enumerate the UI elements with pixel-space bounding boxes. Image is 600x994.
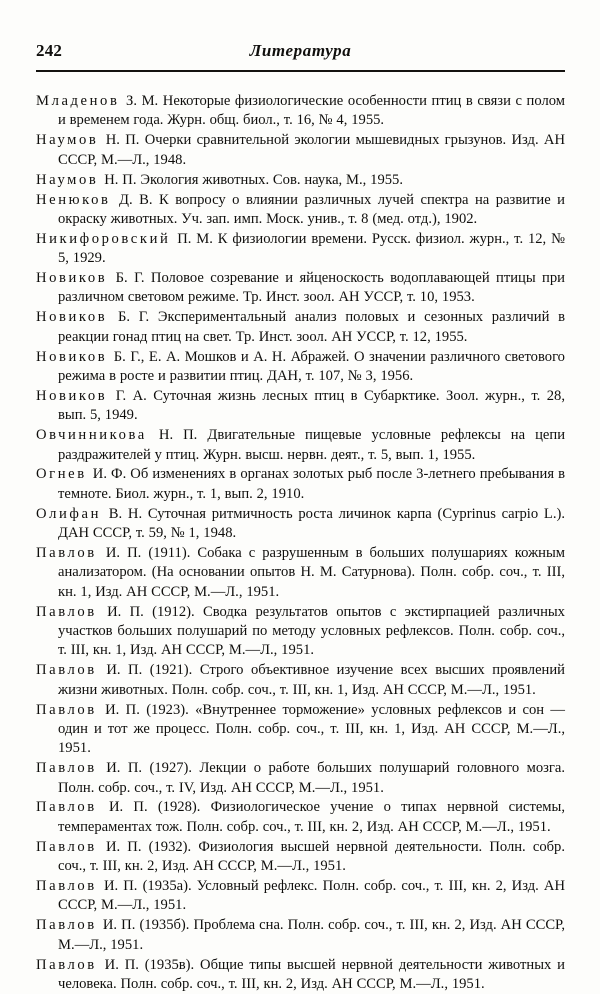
entry-citation: Б. Г., Е. А. Мошков и А. Н. Абражей. О значении различного светового режима в росте и развитии птиц. ДАН, т. 107, № 3, 1956. [58,348,565,384]
entry-citation: Б. Г. Экспериментальный анализ половых и сезонных различий в реакции гонад птиц на свет. Тр. Инст. зоол. АН УССР, т. 12, 1955. [58,309,565,345]
entry-citation: И. Ф. Об изменениях в органах золотых рыб после 3-летнего пребывания в темноте. Биол. журн., т. 1, вып. 2, 1910. [58,466,565,502]
entry-surname: Ненюков [36,191,111,208]
entry-citation: И. П. (1923). «Внутреннее торможение» условных рефлексов и сон — один и тот же процесс. Полн. собр. соч., т. III, кн. 1, Изд. АН СССР, М.—Л., 1951. [58,701,565,757]
entry-surname: Павлов [36,917,97,934]
entry-surname: Наумов [36,132,99,149]
entry-surname: Павлов [36,545,97,562]
bibliography-entry [36,348,565,387]
entry-surname: Павлов [36,662,97,679]
entry-citation: З. М. Некоторые физиологические особенности птиц в связи с полом и временем года. Журн. общ. биол., т. 16, № 4, 1955. [58,93,565,129]
entry-citation: И. П. (1932). Физиология высшей нервной деятельности. Полн. собр. соч., т. III, кн. 2, Изд. АН СССР, М.—Л., 1951. [58,838,565,875]
entry-surname: Никифоровский [36,230,171,247]
entry-citation: Д. В. К вопросу о влиянии различных лучей спектра на развитие и окраску животных. Уч. зап. имп. Моск. унив., т. 8 (мед. отд.), 1902. [58,191,565,227]
entry-citation: Н. П. Двигательные пищевые условные рефлексы на цепи раздражителей у птиц. Журн. высш. нервн. деят., т. 5, вып. 1, 1955. [58,427,566,463]
bibliography-entry [36,465,565,504]
bibliography-entry [36,505,565,544]
entry-surname: Павлов [36,701,97,718]
entry-citation: И. П. (1927). Лекции о работе больших полушарий головного мозга. Полн. собр. соч., т. IV, Изд. АН СССР, М.—Л., 1951. [58,760,565,796]
bibliography-entry [36,877,565,916]
entry-citation: И. П. (1921). Строго объективное изучение всех высших проявлений жизни животных. Полн. собр. соч., т. III, кн. 1, Изд. АН СССР, М.—Л., 1951. [58,662,565,698]
entry-surname: Павлов [36,799,97,816]
bibliography-entry [36,916,565,955]
bibliography-entry [36,191,565,230]
entry-surname: Наумов [36,171,99,188]
entry-surname: Новиков [36,309,108,326]
entry-surname: Павлов [36,956,97,973]
entry-surname: Новиков [36,348,108,365]
entry-citation: В. Н. Суточная ритмичность роста личинок карпа (Cyprinus carpio L.). ДАН СССР, т. 59, № 1, 1948. [58,505,565,542]
entry-citation: Н. П. Экология животных. Сов. наука, М., 1955. [104,171,403,188]
page-title: Литература [249,41,352,60]
entry-surname: Олифан [36,505,101,522]
entry-citation: И. П. (1912). Сводка результатов опытов с экстирпацией различных участков больших полушарий по методу условных рефлексов. Полн. собр. соч., т. III, кн. 1, Изд. АН СССР, М.—Л., 1951. [58,603,565,659]
bibliography-list [36,92,565,994]
bibliography-entry [36,131,565,170]
bibliography-entry [36,544,565,602]
entry-surname: Овчинникова [36,427,147,444]
bibliography-entry [36,956,565,994]
page-number: 242 [36,41,63,60]
entry-citation: И. П. (1928). Физиологическое учение о типах нервной системы, темпераментах тож. Полн. собр. соч., т. III, кн. 2, Изд. АН СССР, М.—Л., 1951. [58,799,565,835]
header-rule [36,70,565,72]
entry-citation: И. П. (1935б). Проблема сна. Полн. собр. соч., т. III, кн. 2, Изд. АН СССР, М.—Л., 1951. [58,917,565,953]
bibliography-entry [36,759,565,798]
running-head [36,40,565,66]
entry-surname: Павлов [36,878,97,895]
entry-citation: П. М. К физиологии времени. Русск. физиол. журн., т. 12, № 5, 1929. [58,230,565,267]
bibliography-entry [36,426,565,465]
entry-surname: Огнев [36,466,87,483]
bibliography-entry [36,308,565,347]
entry-citation: И. П. (1911). Собака с разрушенным в больших полушариях кожным анализатором. (На основании опытов Н. М. Сатурнова). Полн. собр. соч., т. III, кн. 1, Изд. АН СССР, М.—Л., 1951. [58,545,566,600]
bibliography-entry [36,798,565,837]
entry-citation: И. П. (1935а). Условный рефлекс. Полн. собр. соч., т. III, кн. 2, Изд. АН СССР, М.—Л., 1951. [58,878,566,914]
bibliography-entry [36,603,565,661]
bibliography-entry [36,387,565,426]
entry-citation: Б. Г. Половое созревание и яйценоскость водоплавающей птицы при различном световом режиме. Тр. Инст. зоол. АН УССР, т. 10, 1953. [58,270,565,306]
bibliography-entry [36,701,565,759]
entry-citation: Г. А. Суточная жизнь лесных птиц в Субарктике. Зоол. журн., т. 28, вып. 5, 1949. [58,387,565,424]
bibliography-entry [36,838,565,877]
bibliography-entry [36,230,565,269]
entry-surname: Павлов [36,838,97,855]
entry-surname: Павлов [36,603,97,620]
entry-citation: И. П. (1935в). Общие типы высшей нервной деятельности животных и человека. Полн. собр. соч., т. III, кн. 2, Изд. АН СССР, М.—Л., 1951. [58,956,565,992]
bibliography-entry [36,171,565,190]
entry-surname: Новиков [36,270,108,287]
entry-surname: Павлов [36,760,97,777]
bibliography-entry [36,92,565,131]
bibliography-entry [36,661,565,700]
entry-citation: Н. П. Очерки сравнительной экологии мышевидных грызунов. Изд. АН СССР, М.—Л., 1948. [58,132,565,168]
entry-surname: Младенов [36,93,120,109]
entry-surname: Новиков [36,387,108,404]
bibliography-entry [36,269,565,308]
